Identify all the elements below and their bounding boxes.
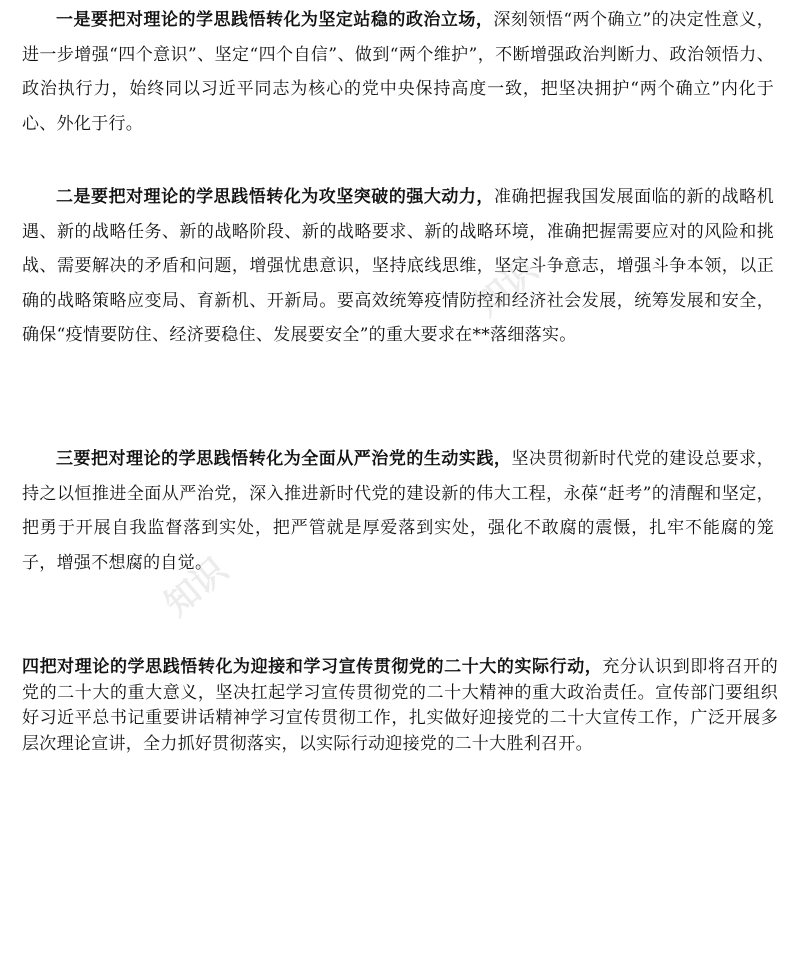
watermark: 知识 xyxy=(467,250,546,325)
paragraph-1 xyxy=(22,3,774,141)
paragraph-2 xyxy=(22,180,774,353)
paragraph-2-lead: 二是要把对理论的学思践悟转化为攻坚突破的强大动力， xyxy=(56,187,494,207)
paragraph-4 xyxy=(22,655,778,757)
paragraph-2-body: 准确把握我国发展面临的新的战略机遇、新的战略任务、新的战略阶段、新的战略要求、新的战略环境，准确把握需要应对的风险和挑战、需要解决的矛盾和问题，增强忧患意识，坚持底线思维，坚定斗争意志，增强斗争本领，以正确的战略策略应变局、育新机、开新局。要高效统筹疫情防控和经济社会发展，统筹发展和安全，确保“疫情要防住、经济要稳住、发展要安全”的重大要求在**落细落实。 xyxy=(22,187,774,345)
paragraph-1-body: 深刻领悟“两个确立”的决定性意义，进一步增强“四个意识”、坚定“四个自信”、做到“两个维护”，不断增强政治判断力、政治领悟力、政治执行力，始终同以习近平同志为核心的党中央保持高度一致，把坚决拥护“两个确立”内化于心、外化于行。 xyxy=(22,10,774,134)
paragraph-3-lead: 三要把对理论的学思践悟转化为全面从严治党的生动实践， xyxy=(56,449,512,469)
paragraph-4-lead: 四把对理论的学思践悟转化为迎接和学习宣传贯彻党的二十大的实际行动， xyxy=(22,657,603,677)
paragraph-3 xyxy=(22,442,774,580)
paragraph-1-lead: 一是要把对理论的学思践悟转化为坚定站稳的政治立场， xyxy=(56,10,494,30)
paragraph-4-body: 充分认识到即将召开的党的二十大的重大意义，坚决扛起学习宣传贯彻党的二十大精神的重大政治责任。宣传部门要组织好习近平总书记重要讲话精神学习宣传贯彻工作，扎实做好迎接党的二十大宣传工作，广泛开展多层次理论宣讲，全力抓好贯彻落实，以实际行动迎接党的二十大胜利召开。 xyxy=(22,657,778,754)
watermark: 知识 xyxy=(157,550,236,625)
paragraph-3-body: 坚决贯彻新时代党的建设总要求，持之以恒推进全面从严治党，深入推进新时代党的建设新的伟大工程，永葆“赶考”的清醒和坚定，把勇于开展自我监督落到实处，把严管就是厚爱落到实处，强化不敢腐的震慑，扎牢不能腐的笼子，增强不想腐的自觉。 xyxy=(22,449,774,573)
